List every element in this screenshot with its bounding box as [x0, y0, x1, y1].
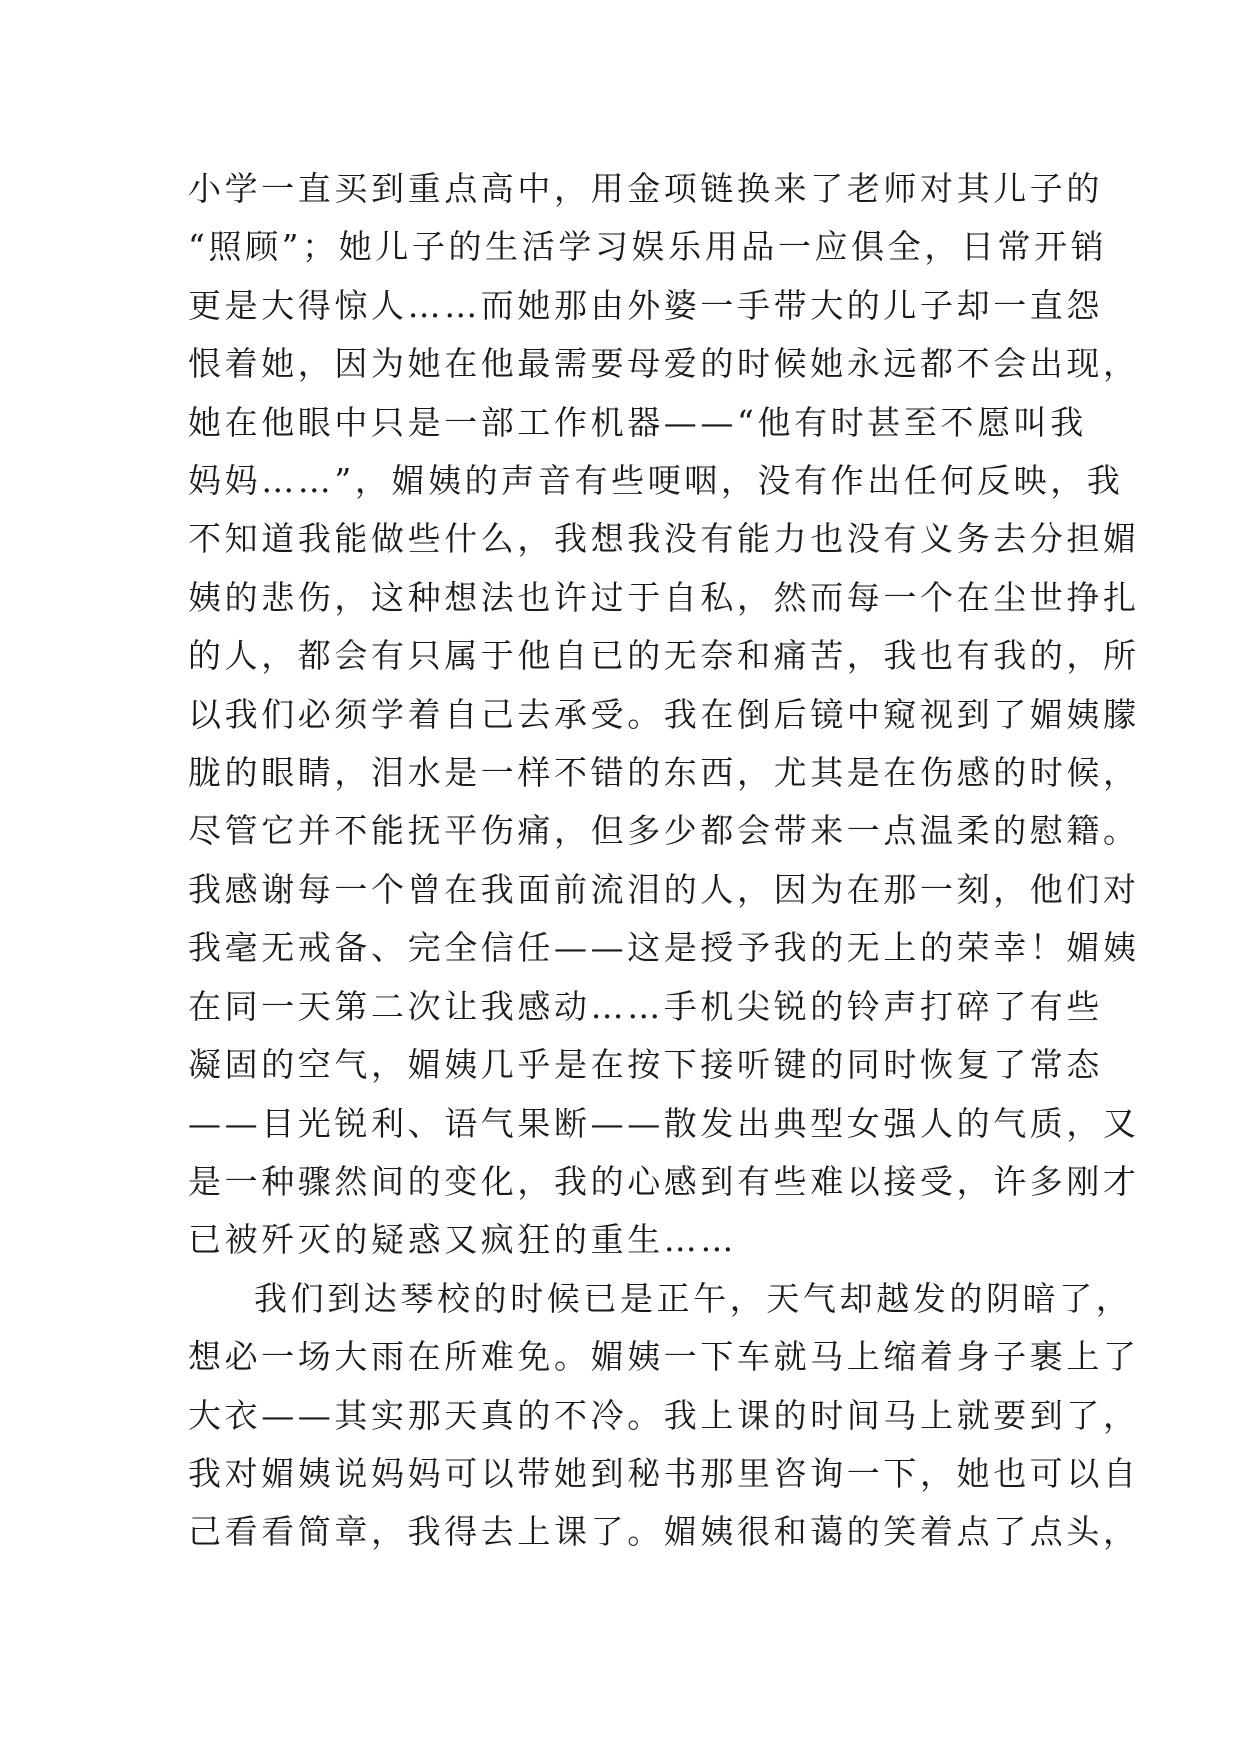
text-line: 已被歼灭的疑惑又疯狂的重生…… [188, 1220, 737, 1260]
text-line: 是一种骤然间的变化，我的心感到有些难以接受，许多刚才 [188, 1161, 1140, 1201]
text-line: 不知道我能做些什么，我想我没有能力也没有义务去分担媚 [188, 519, 1140, 559]
text-line: 更是大得惊人……而她那由外婆一手带大的儿子却一直怨 [188, 285, 1103, 325]
text-line: ——目光锐利、语气果断——散发出典型女强人的气质，又 [188, 1103, 1140, 1143]
text-line: 恨着她，因为她在他最需要母爱的时候她永远都不会出现， [188, 344, 1140, 384]
text-line: 妈妈……”，媚姨的声音有些哽咽，没有作出任何反映，我 [188, 461, 1124, 501]
paragraph-2 [188, 1270, 1140, 1562]
paragraph-1 [188, 160, 1140, 1270]
text-line: 胧的眼睛，泪水是一样不错的东西，尤其是在伤感的时候， [188, 753, 1140, 793]
body-text [188, 160, 1140, 1562]
text-line: 我对媚姨说妈妈可以带她到秘书那里咨询一下，她也可以自 [188, 1453, 1140, 1493]
text-line: 以我们必须学着自己去承受。我在倒后镜中窥视到了媚姨朦 [188, 694, 1140, 734]
text-line: 姨的悲伤，这种想法也许过于自私，然而每一个在尘世挣扎 [188, 577, 1140, 617]
text-line: 我们到达琴校的时候已是正午，天气却越发的阴暗了， [254, 1278, 1133, 1318]
text-line: 在同一天第二次让我感动……手机尖锐的铃声打碎了有些 [188, 986, 1103, 1026]
text-line: 小学一直买到重点高中，用金项链换来了老师对其儿子的 [188, 169, 1103, 208]
text-line: 她在他眼中只是一部工作机器——“他有时甚至不愿叫我 [188, 402, 1087, 442]
text-line: 的人，都会有只属于他自已的无奈和痛苦，我也有我的，所 [188, 636, 1140, 676]
text-line: 想必一场大雨在所难免。媚姨一下车就马上缩着身子裹上了 [188, 1337, 1140, 1377]
text-line: 大衣——其实那天真的不冷。我上课的时间马上就要到了， [188, 1395, 1140, 1435]
text-line: “照顾”；她儿子的生活学习娱乐用品一应俱全，日常开销 [188, 227, 1108, 267]
text-line: 凝固的空气，媚姨几乎是在按下接听键的同时恢复了常态 [188, 1045, 1103, 1085]
text-line: 己看看简章，我得去上课了。媚姨很和蔼的笑着点了点头， [188, 1512, 1140, 1552]
text-line: 我感谢每一个曾在我面前流泪的人，因为在那一刻，他们对 [188, 869, 1140, 909]
text-line: 我毫无戒备、完全信任——这是授予我的无上的荣幸！媚姨 [188, 928, 1140, 968]
text-line: 尽管它并不能抚平伤痛，但多少都会带来一点温柔的慰籍。 [188, 811, 1140, 851]
